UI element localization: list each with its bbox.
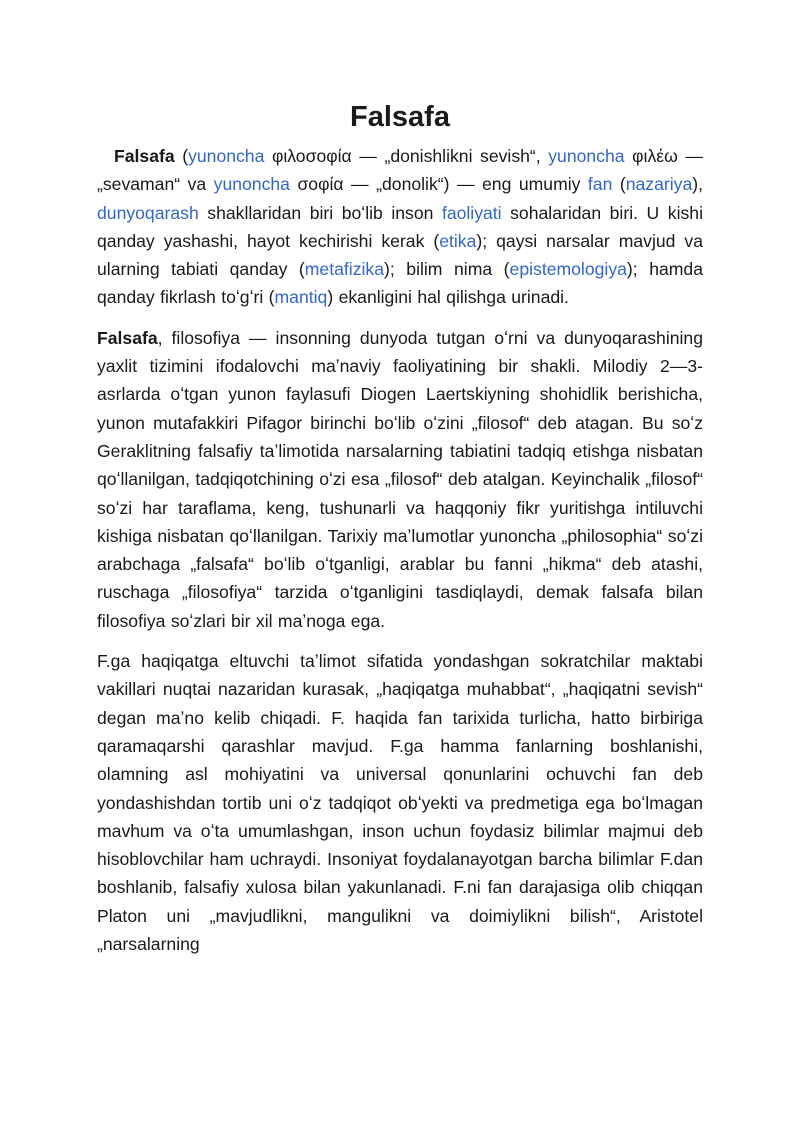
text-span: ); hamda qanday fikrlash toʻgʻri (	[97, 259, 703, 308]
link-metafizika[interactable]: metafizika	[304, 259, 384, 280]
text-span: ); bilim nima (	[383, 259, 510, 280]
text-span: φιλοσοφία — „donishlikni sevish“,	[264, 146, 549, 166]
text-span: (	[174, 146, 189, 166]
text-span: , filosofiya — insonning dunyoda tutgan oʻrni va dunyoqarashining yaxlit tizimini ifodalovchi maʼnaviy faoliyatining bir shakli. Milodiy 2—3-asrlarda oʻtgan yunon faylasufi Diogen Laertskiyning shohidlik berishicha, yunon mutafakkiri Pifagor birinchi boʻlib oʻzini „filosof“ deb atagan. Bu soʻz Geraklitning falsafiy taʼlimotida narsalarning tabiatini tadqiq etishga nisbatan qoʻllanilgan, tadqiqotchining oʻzi esa „filosof“ deb atalgan. Keyinchalik „filosof“ soʻzi har taraflama, keng, tushunarli va haqqoniy fikr yuritishga intiluvchi kishiga nisbatan qoʻllanilgan. Tarixiy maʼlumotlar yunoncha „philosophia“ soʻzi arabchaga „falsafa“ boʻlib oʻtganligi, arablar bu fanni „hikma“ deb atashi, ruschaga „filosofiya“ tarzida oʻtganligini tasdiqlaydi, demak falsafa bilan filosofiya soʻzlari bir xil maʼnoga ega.	[97, 327, 703, 631]
text-span: φιλέω — „sevaman“ va	[97, 146, 703, 195]
link-yunoncha[interactable]: yunoncha	[213, 174, 290, 195]
text-span: F.ga haqiqatga eltuvchi taʼlimot sifatida yondashgan sokratchilar maktabi vakillari nuqtai nazaridan kurasak, „haqiqatga muhabbat“, „haqiqatni sevish“ degan maʼno kelib chiqadi. F. haqida fan tarixida turlicha, hatto birbiriga qaramaqarshi qarashlar mavjud. F.ga hamma fanlarning boshlanishi, olamning asl mohiyatini va universal qonunlarini ochuvchi fan deb yondashishdan tortib uni oʻz tadqiqot obʻyekti va predmetiga ega boʻlmagan mavhum va oʻta umumlashgan, inson uchun foydasiz bilimlar majmui deb hisoblovchilar ham uchraydi. Insoniyat foydalanayotgan barcha bilimlar F.dan boshlanib, falsafiy xulosa bilan yakunlanadi. F.ni fan darajasiga olib chiqqan Platon uni „mavjudlikni, mangulikni va doimiylikni bilish“, Aristotel „narsalarning	[97, 651, 703, 955]
link-etika[interactable]: etika	[439, 230, 477, 251]
link-dunyoqarash[interactable]: dunyoqarash	[97, 202, 199, 223]
intro-paragraph	[97, 142, 703, 312]
link-fan[interactable]: fan	[587, 174, 613, 195]
text-span: ),	[692, 174, 703, 195]
text-span: shakllaridan biri boʻlib inson	[198, 202, 442, 223]
link-yunoncha[interactable]: yunoncha	[548, 146, 625, 166]
text-span: ); qaysi narsalar mavjud va ularning tabiati qanday (	[97, 230, 703, 280]
term-bold: Falsafa	[97, 327, 158, 348]
text-span: σοφία — „donolik“) — eng umumiy	[289, 174, 588, 195]
link-epistemologiya[interactable]: epistemologiya	[509, 259, 627, 280]
link-yunoncha[interactable]: yunoncha	[188, 146, 265, 166]
link-nazariya[interactable]: nazariya	[625, 174, 693, 195]
text-span: sohalaridan biri. U kishi qanday yashashi, hayot kechirishi kerak (	[97, 202, 703, 251]
page-title: Falsafa	[350, 101, 450, 133]
text-span: ) ekanligini hal qilishga urinadi.	[327, 287, 569, 308]
term-bold: Falsafa	[114, 146, 175, 166]
text-span: (	[612, 174, 626, 195]
history-paragraph	[97, 647, 703, 958]
link-faoliyati[interactable]: faoliyati	[441, 202, 502, 223]
definition-paragraph	[97, 324, 703, 635]
link-mantiq[interactable]: mantiq	[274, 287, 328, 308]
